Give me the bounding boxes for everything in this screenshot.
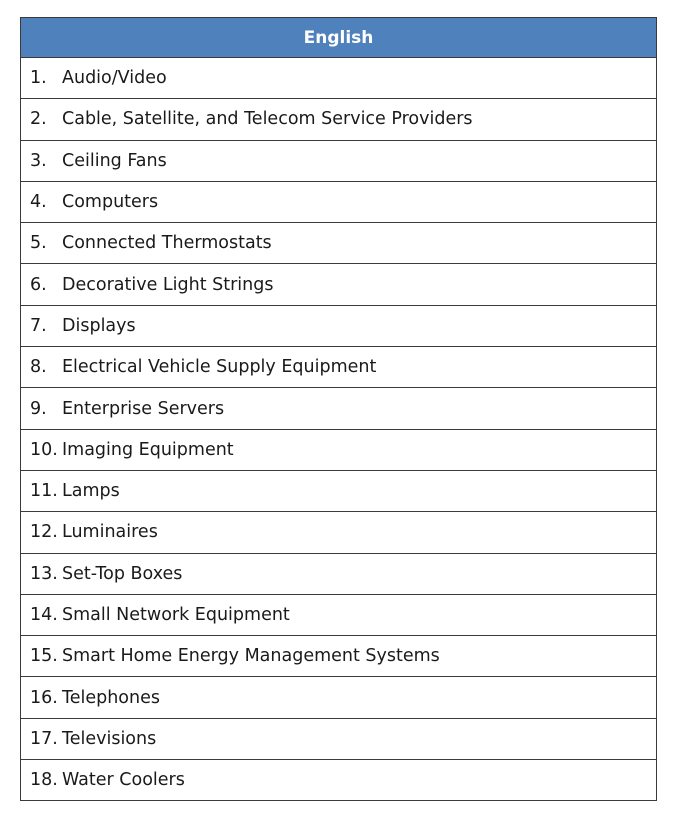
table-row — [21, 58, 657, 99]
table-row — [21, 470, 657, 511]
table-cell — [21, 470, 657, 511]
row-number: 2. — [30, 109, 47, 130]
table-cell — [21, 99, 657, 140]
row-label: Smart Home Energy Management Systems — [62, 646, 440, 667]
row-label: Computers — [62, 192, 159, 213]
row-label: Telephones — [62, 687, 160, 708]
table-cell — [21, 760, 657, 801]
row-label: Ceiling Fans — [62, 150, 167, 171]
row-label: Electrical Vehicle Supply Equipment — [62, 357, 377, 378]
table-cell — [21, 347, 657, 388]
table-body — [21, 58, 657, 801]
table-row — [21, 760, 657, 801]
table-row — [21, 553, 657, 594]
row-number: 13. — [30, 563, 58, 584]
table-row — [21, 677, 657, 718]
row-label: Enterprise Servers — [62, 398, 225, 419]
table-header-row — [21, 18, 657, 58]
row-number: 17. — [30, 728, 58, 749]
row-number: 18. — [30, 770, 58, 791]
row-number: 4. — [30, 192, 47, 213]
table-cell — [21, 305, 657, 346]
row-number: 10. — [30, 439, 58, 460]
table-row — [21, 388, 657, 429]
table-cell — [21, 140, 657, 181]
table-row — [21, 223, 657, 264]
table-row — [21, 429, 657, 470]
column-header-english: English — [21, 18, 657, 58]
row-label: Small Network Equipment — [62, 605, 290, 625]
table-cell — [21, 553, 657, 594]
row-number: 12. — [30, 522, 58, 543]
table-row — [21, 636, 657, 677]
row-label: Water Coolers — [62, 770, 185, 791]
table-cell — [21, 264, 657, 305]
table-cell — [21, 718, 657, 759]
table-row — [21, 594, 657, 635]
row-number: 11. — [30, 481, 58, 502]
table-cell — [21, 512, 657, 553]
table-cell — [21, 636, 657, 677]
row-label: Luminaires — [62, 522, 158, 543]
row-number: 16. — [30, 687, 58, 708]
table-row — [21, 181, 657, 222]
table-row — [21, 718, 657, 759]
row-label: Lamps — [62, 481, 120, 502]
row-label: Set-Top Boxes — [62, 563, 183, 584]
row-number: 8. — [30, 357, 47, 378]
table-row — [21, 512, 657, 553]
table-cell — [21, 429, 657, 470]
table-cell — [21, 677, 657, 718]
table-row — [21, 305, 657, 346]
table-cell — [21, 388, 657, 429]
row-number: 15. — [30, 646, 58, 667]
row-label: Cable, Satellite, and Telecom Service Providers — [62, 109, 473, 130]
table-cell — [21, 181, 657, 222]
row-label: Audio/Video — [62, 68, 167, 89]
row-number: 6. — [30, 274, 47, 295]
row-number: 1. — [30, 68, 47, 89]
row-number: 9. — [30, 398, 47, 419]
row-label: Connected Thermostats — [62, 233, 272, 254]
row-number: 14. — [30, 605, 58, 625]
table-cell — [21, 58, 657, 99]
row-number: 5. — [30, 233, 47, 254]
table-row — [21, 347, 657, 388]
table-row — [21, 264, 657, 305]
row-label: Displays — [62, 315, 136, 336]
row-label: Televisions — [62, 728, 157, 749]
table-row — [21, 140, 657, 181]
table-row — [21, 99, 657, 140]
table-cell — [21, 594, 657, 635]
row-label: Imaging Equipment — [62, 439, 234, 460]
table-cell — [21, 223, 657, 264]
product-category-table — [20, 17, 657, 801]
row-label: Decorative Light Strings — [62, 274, 274, 295]
row-number: 3. — [30, 150, 47, 171]
row-number: 7. — [30, 315, 47, 336]
